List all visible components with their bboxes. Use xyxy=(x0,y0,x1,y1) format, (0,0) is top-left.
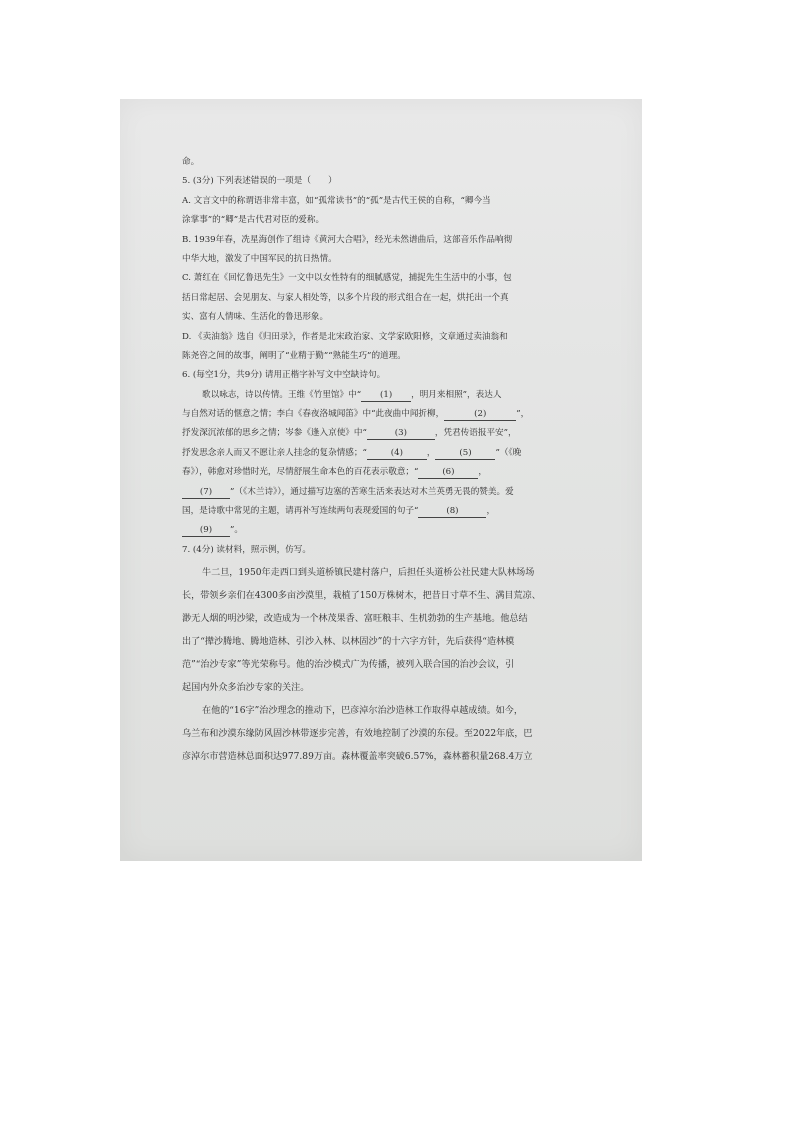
passage-line: 在他的“16字”治沙理念的推动下，巴彦淖尔治沙造林工作取得卓越成绩。如今， xyxy=(202,706,523,717)
passage-line: 彦淖尔市营造林总面积达977.89万亩。森林覆盖率突破6.57%，森林蓄积量268.4万立 xyxy=(182,752,533,763)
passage-line: 渺无人烟的明沙梁，改造成为一个林茂果香、富旺粮丰、生机勃勃的生产基地。他总结 xyxy=(182,614,528,625)
q6-text: 春》），韩愈对珍惜时光，尽情舒展生命本色的百花表示敬意；“ xyxy=(182,467,419,478)
q6-line-4 xyxy=(182,444,618,463)
blank-9[interactable]: (9) xyxy=(182,524,230,537)
passage-line: 长，带领乡亲们在4300多亩沙漠里，栽植了150万株树木，把昔日寸草不生、满目荒凉、 xyxy=(182,591,541,602)
q6-text: ，明月来相照”，表达人 xyxy=(411,389,502,400)
q6-line-7 xyxy=(182,502,618,521)
blank-2[interactable]: (2) xyxy=(444,408,516,421)
q6-text: 歌以咏志，诗以传情。王维《竹里馆》中“ xyxy=(202,389,362,400)
blank-8[interactable]: (8) xyxy=(418,505,486,518)
q6-text: 国，是诗歌中常见的主题，请再补写连续两句表现爱国的句子“ xyxy=(182,506,419,517)
q6-line-8 xyxy=(182,521,618,540)
q6-text: ， xyxy=(426,447,436,458)
q5-option-c-cont: 括日常起居、会见朋友、与家人相处等，以多个片段的形式组合在一起，烘托出一个真 xyxy=(182,292,509,303)
q6-text: ， xyxy=(478,467,488,478)
blank-5[interactable]: (5) xyxy=(435,447,495,460)
passage-line: 起国内外众多治沙专家的关注。 xyxy=(182,683,310,694)
q5-option-c-cont2: 实、富有人情味、生活化的鲁迅形象。 xyxy=(182,312,329,323)
q6-line-1 xyxy=(182,386,618,405)
q6-text: ，凭君传语报平安”， xyxy=(434,428,517,439)
passage-line: 范”“治沙专家”等光荣称号。他的治沙模式广为传播，被列入联合国的治沙会议，引 xyxy=(182,660,515,671)
blank-4[interactable]: (4) xyxy=(367,447,427,460)
q6-text: ”（《木兰诗》），通过描写边塞的苦寒生活来表达对木兰英勇无畏的赞美。爱 xyxy=(230,486,514,497)
q6-line-3 xyxy=(182,424,618,443)
lead-line: 命。 xyxy=(182,157,200,167)
scanned-page-photo xyxy=(120,99,642,861)
blank-6[interactable]: (6) xyxy=(418,466,478,479)
q6-text: 抒发深沉浓郁的思乡之情；岑参《逢入京使》中“ xyxy=(182,428,367,439)
q6-line-2 xyxy=(182,405,618,424)
q7-passage xyxy=(182,562,618,769)
passage-line: 牛二旦，1950年走西口到头道桥镇民建村落户，后担任头道桥公社民建大队林场场 xyxy=(202,568,535,579)
q6-stem: 6. (每空1分，共9分) 请用正楷字补写文中空缺诗句。 xyxy=(182,370,386,381)
q6-text: 与自然对话的惬意之情；李白《春夜洛城闻笛》中“此夜曲中闻折柳， xyxy=(182,409,445,420)
q6-line-5 xyxy=(182,463,618,482)
q5-option-a-cont: 涂掌事”的“卿”是古代君对臣的爱称。 xyxy=(182,215,325,226)
q5-option-b-cont: 中华大地，激发了中国军民的抗日热情。 xyxy=(182,253,337,264)
blank-1[interactable]: (1) xyxy=(361,389,411,402)
q5-option-d: D. 《卖油翁》选自《归田录》，作者是北宋政治家、文学家欧阳修，文章通过卖油翁和 xyxy=(182,331,508,342)
q6-text: 抒发思念亲人而又不愿让亲人挂念的复杂情感；“ xyxy=(182,447,367,458)
q5-option-c: C. 萧红在《回忆鲁迅先生》一文中以女性特有的细腻感觉，捕捉先生生活中的小事，包 xyxy=(182,273,512,284)
q5-option-d-cont: 陈尧咨之间的故事，阐明了“业精于勤”“熟能生巧”的道理。 xyxy=(182,350,406,361)
passage-line: 乌兰布和沙漠东缘防风固沙林带逐步完善，有效地控制了沙漠的东侵。至2022年底，巴 xyxy=(182,729,533,740)
q6-text: ”， xyxy=(516,409,530,420)
q5-stem: 5. (3分) 下列表述错误的一项是（ ） xyxy=(182,176,337,187)
q6-text: ”。 xyxy=(230,525,243,536)
q5-option-b: B. 1939年春，冼星海创作了组诗《黄河大合唱》，经光未然谱曲后，这部音乐作品响彻 xyxy=(182,234,513,245)
passage-line: 出了“撵沙腾地、腾地造林、引沙入林、以林固沙”的十六字方针，先后获得“造林模 xyxy=(182,637,515,648)
q7-stem: 7. (4分) 读材料，照示例，仿写。 xyxy=(182,544,311,555)
q5-option-a: A. 文言文中的称谓语非常丰富，如“孤常读书”的“孤”是古代王侯的自称，“卿今当 xyxy=(182,195,491,206)
q6-line-6 xyxy=(182,483,618,502)
show-through-text xyxy=(140,399,156,409)
q6-text: ， xyxy=(486,506,496,517)
q6-text: ”（《晚 xyxy=(495,447,522,458)
blank-3[interactable]: (3) xyxy=(367,427,435,440)
document-content xyxy=(182,153,618,769)
blank-7[interactable]: (7) xyxy=(182,486,230,499)
